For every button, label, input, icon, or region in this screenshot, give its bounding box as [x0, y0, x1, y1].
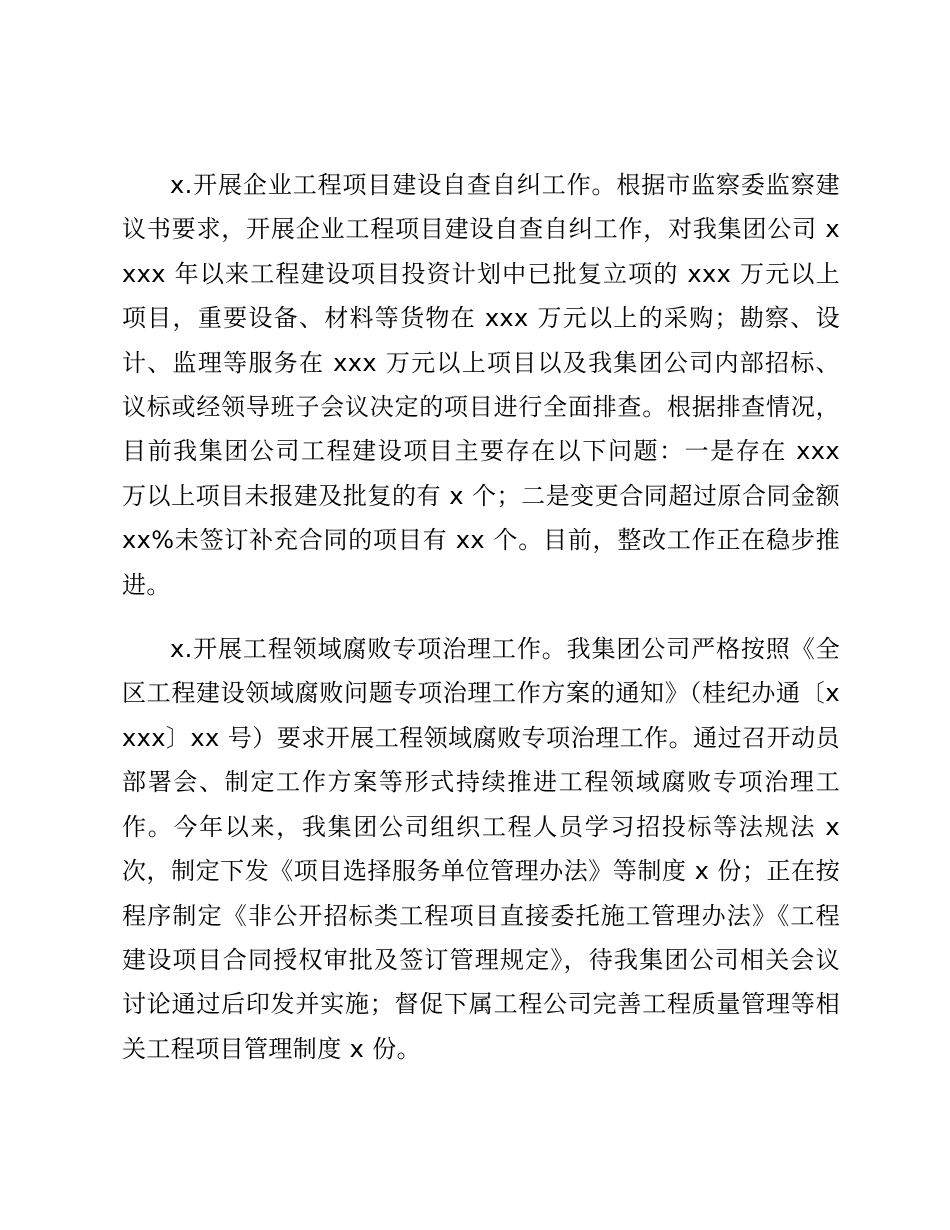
- paragraph-enterprise-self-inspection: x.开展企业工程项目建设自查自纠工作。根据市监察委监察建议书要求，开展企业工程项目建设自查自纠工作，对我集团公司 xxxx 年以来工程建设项目投资计划中已批复立项的 xxx 万元以上项目，重要设备、材料等货物在 xxx 万元以上的采购；勘察、设计、监理等服务在 xxx 万元以上项目以及我集团公司内部招标、议标或经领导班子会议决定的项目进行全面排查。根据排查情况，目前我集团公司工程建设项目主要存在以下问题：一是存在 xxx 万以上项目未报建及批复的有 x 个；二是变更合同超过原合同金额 xx%未签订补充合同的项目有 xx 个。目前，整改工作正在稳步推进。: [122, 171, 840, 599]
- document-body: [122, 163, 840, 1071]
- paragraph-corruption-governance: x.开展工程领域腐败专项治理工作。我集团公司严格按照《全区工程建设领域腐败问题专项治理工作方案的通知》（桂纪办通〔xxxx〕xx 号）要求开展工程领域腐败专项治理工作。通过召开动员部署会、制定工作方案等形式持续推进工程领域腐败专项治理工作。今年以来，我集团公司组织工程人员学习招投标等法规法 x 次，制定下发《项目选择服务单位管理办法》等制度 x 份；正在按程序制定《非公开招标类工程项目直接委托施工管理办法》《工程建设项目合同授权审批及签订管理规定》，待我集团公司相关会议讨论通过后印发并实施；督促下属工程公司完善工程质量管理等相关工程项目管理制度 x 份。: [122, 635, 840, 1063]
